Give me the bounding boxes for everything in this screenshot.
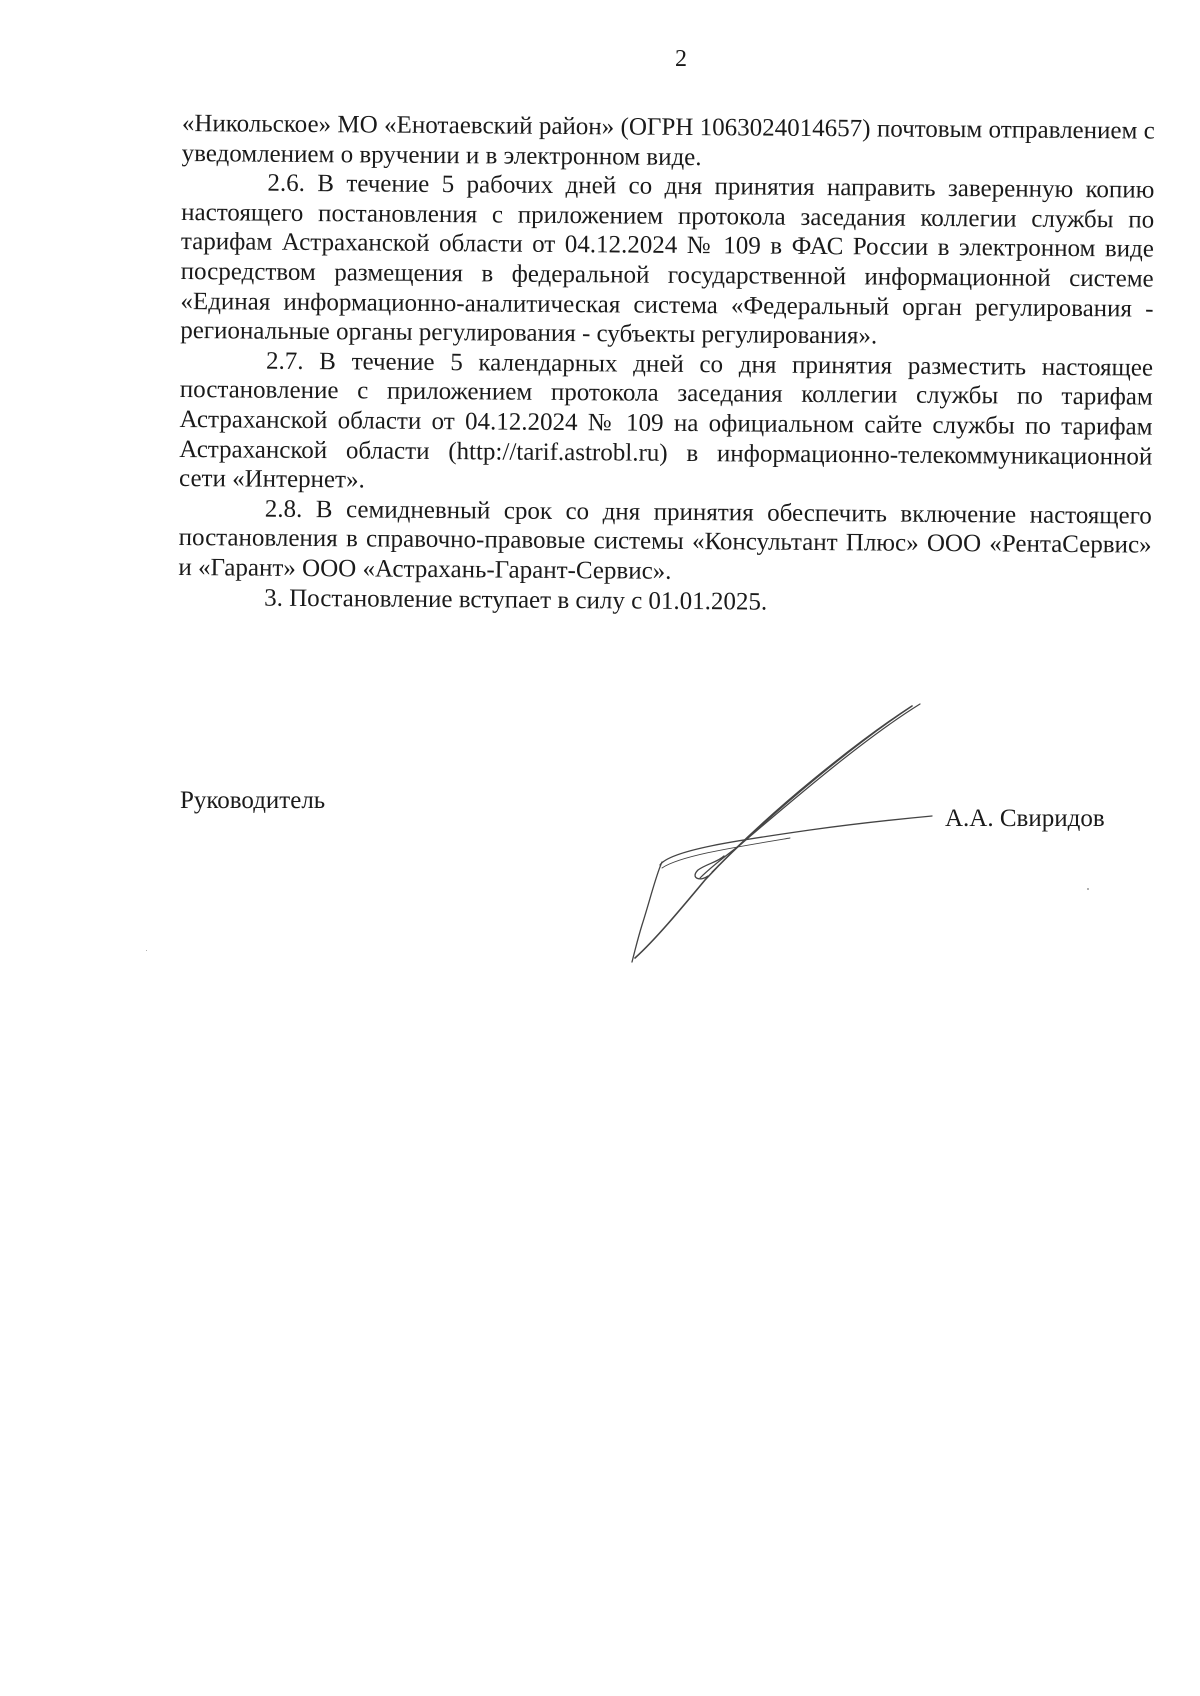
signatory-title: Руководитель [180,787,326,814]
signatory-name: А.А. Свиридов [945,805,1105,832]
scan-speck [146,950,147,951]
paragraph-continued: «Никольское» МО «Енотаевский район» (ОГРН 1063024014657) почтовым отправлением с уведомлением о вручении и в электронном виде. [181,109,1155,171]
handwritten-signature [620,700,940,970]
paragraph-2-7: 2.7. В течение 5 календарных дней со дня принятия разместить настоящее постановление с приложением протокола заседания коллегии службы по тарифам Астраханской области от 04.12.2024 № 109 на официальном сайте службы по тарифам Астраханской области (http://tarif.astrobl.ru) в информационно-телекоммуникационной сети «Интернет». [178,347,1154,494]
paragraph-2-8: 2.8. В семидневный срок со дня принятия обеспечить включение настоящего постановления в справочно-правовые системы «Консультант Плюс» ООО «РентаСервис» и «Гарант» ООО «Астрахань-Гарант-Сервис». [178,495,1152,585]
paragraph-3: 3. Постановление вступает в силу с 01.01.2025. [264,584,768,616]
paragraph-2-6: 2.6. В течение 5 рабочих дней со дня принятия направить заверенную копию настоящего постановления с приложением протокола заседания коллегии службы по тарифам Астраханской области от 04.12.2024 № 109 в ФАС России в электронном виде посредством размещения в федеральной государственной информационной системе «Единая информационно-аналитическая система «Федеральный орган регулирования - региональные органы регулирования - субъекты регулирования». [180,169,1155,350]
page-number: 2 [675,46,687,72]
scan-speck [1087,888,1089,890]
